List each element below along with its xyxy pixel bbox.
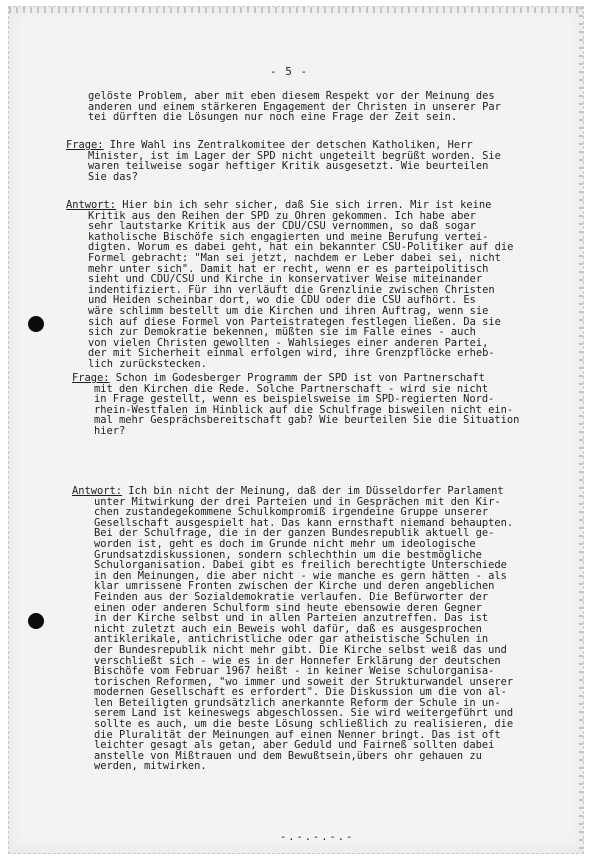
question-1 <box>66 140 501 182</box>
text-line: Sie das? <box>88 170 139 183</box>
text-line: mehr unter sich". Damit hat er recht, wenn er es parteipolitisch <box>88 262 489 275</box>
text-line: die Pluralität der Meinungen auf einen Nenner bringt. Das ist oft <box>94 728 501 741</box>
answer-label: Antwort: <box>66 199 117 211</box>
text-line: Ich bin nicht der Meinung, daß der im Düsseldorfer Parlament <box>122 485 504 497</box>
text-line: anstelle von Mißtrauen und dem Bewußtsein,übers ohr gehauen zu <box>94 749 482 762</box>
question-first-line <box>66 140 501 151</box>
text-line: klar umrissene Fronten zwischen der Kirche und deren angeblichen <box>94 580 495 593</box>
text-line: Minister, ist im Lager der SPD nicht ungeteilt begrüßt worden. Sie <box>88 149 501 162</box>
text-line: in den Meinungen, die aber nicht - wie manche es gern hätten - als <box>94 569 507 582</box>
text-line: torischen Reformen, "wo immer und soweit der Strukturwandel unserer <box>94 675 514 688</box>
text-line: mal mehr Gesprächsbereitschaft gab? Wie beurteilen Sie die Situation <box>94 414 520 427</box>
text-line: wäre schlimm bestellt um die Kirchen und ihren Auftrag, wenn sie <box>88 304 489 317</box>
text-line: Hier bin ich sehr sicher, daß Sie sich irren. Mir ist keine <box>116 199 492 211</box>
text-line: Ihre Wahl ins Zentralkomitee der detschen Katholiken, Herr <box>103 139 473 151</box>
text-line: sieht und CDU/CSU und Kirche in konservativer Weise miteinander <box>88 273 483 286</box>
text-line: chen zustandegekommene Schulkompromiß irgendeine Gruppe unserer <box>94 506 489 519</box>
text-line: digten. Worum es dabei geht, hat ein bekannter CSU-Politiker auf die <box>88 241 514 254</box>
text-line <box>72 772 513 783</box>
text-line: indentifiziert. Für ihn verläuft die Grenzlinie zwischen Christen <box>88 283 495 296</box>
text-line: Gesellschaft ausgespielt hat. Das kann ernsthaft niemand behaupten. <box>94 516 514 529</box>
text-line: sich auf diese Formel von Parteistrategen festlegen ließen. Da sie <box>88 315 501 328</box>
text-line: in Frage gestellt, wenn es beispielsweise im SPD-regierten Nord- <box>94 393 495 406</box>
text-line: antiklerikale, antichristliche oder gar atheistische Schulen in <box>94 633 489 646</box>
question-label: Frage: <box>72 372 110 384</box>
text-line <box>72 783 513 794</box>
text-line: unter Mitwirkung der drei Parteien und in Gesprächen mit den Kir- <box>94 495 501 508</box>
answer-label: Antwort: <box>72 485 123 497</box>
text-line: der mit Sicherheit einmal erfolgen wird, ihre Grenzpflöcke erheb- <box>88 347 495 360</box>
text-line: Schon im Godesberger Programm der SPD ist von Partnerschaft <box>109 372 485 384</box>
text-line: katholische Bischöfe sich engagierten und meine Berufung vertei- <box>88 230 489 243</box>
text-line: Grundsatzdiskussionen, sondern schlechthin um die bestmögliche <box>94 548 482 561</box>
text-line: von vielen Christen gewollten - Wahlsieges einer anderen Partei, <box>88 336 489 349</box>
text-line: worden ist, geht es doch im Grunde nicht mehr um ideologische <box>94 537 476 550</box>
text-line: waren teilweise sogar heftiger Kritik ausgesetzt. Wie beurteilen <box>88 160 489 173</box>
answer-2 <box>72 486 513 825</box>
intro-paragraph <box>88 91 501 123</box>
text-line: hier? <box>94 424 126 437</box>
text-line: len Beteiligten grundsätzlich anerkannte Reform der Schule in un- <box>94 696 501 709</box>
text-line <box>72 814 513 825</box>
text-line: nicht zuletzt auch ein Beweis wohl dafür, daß es ausgesprochen <box>94 622 482 635</box>
text-line: Schulorganisation. Dabei gibt es freilich berechtigte Unterschiede <box>94 559 507 572</box>
text-line: werden, mitwirken. <box>94 760 207 773</box>
text-line: einen oder anderen Schulform sind heute ebensowie deren Gegner <box>94 601 482 614</box>
text-line: lich zurückstecken. <box>88 357 207 370</box>
text-line: gelöste Problem, aber mit eben diesem Respekt vor der Meinung des <box>88 90 495 102</box>
text-line: sollte es auch, um die beste Lösung schließlich zu realisieren, die <box>94 718 514 731</box>
text-line: rhein-Westfalen im Hinblick auf die Schulfrage bisweilen nicht ein- <box>94 403 514 416</box>
text-line: Formel gebracht: "Man sei jetzt, nachdem er Leber dabei sei, nicht <box>88 251 501 264</box>
text-line: serem Land ist keineswegs abgeschlossen. Sie wird weitergeführt und <box>94 707 514 720</box>
text-line: mit den Kirchen die Rede. Solche Partnerschaft - wird sie nicht <box>94 382 489 395</box>
question-label: Frage: <box>66 139 104 151</box>
text-line: Bei der Schulfrage, die in der ganzen Bundesrepublik aktuell ge- <box>94 527 495 540</box>
text-line: sich zur Demokratie bekennen, müßten sie im Falle eines - auch <box>88 326 476 339</box>
answer-1 <box>66 200 513 370</box>
question-first-line <box>72 373 519 384</box>
text-line: verschließt sich - wie es in der Honnefer Erklärung der deutschen <box>94 654 501 667</box>
text-line: tei dürften die Lösungen nur noch eine Frage der Zeit sein. <box>88 111 458 124</box>
end-mark: -.-.-.-.- <box>280 831 355 843</box>
text-line: sehr lautstarke Kritik aus der CDU/CSU vernommen, so daß sogar <box>88 220 476 233</box>
text-line: der Bundesrepublik nicht mehr gibt. Die Kirche selbst weiß das und <box>94 643 507 656</box>
text-line: modernen Gesellschaft es erfordert". Die Diskussion um die von al- <box>94 686 507 699</box>
text-line: Bischöfe vom Februar 1967 heißt - in keiner Weise schulorganisa- <box>94 665 495 678</box>
text-line: Feinden aus der Sozialdemokratie verlaufen. Die Befürworter der <box>94 590 489 603</box>
text-line: Kritik aus den Reihen der SPD zu Ohren gekommen. Ich habe aber <box>88 209 476 222</box>
answer-first-line <box>66 200 513 211</box>
text-line: in der Kirche selbst und in allen Parteien anzutreffen. Das ist <box>94 612 489 625</box>
text-line: und Heiden scheinbar dort, wo die CDU oder die CSU aufhört. Es <box>88 294 476 307</box>
page-number: - 5 - <box>270 65 309 78</box>
text-line: anderen und einem stärkeren Engagement der Christen in unserer Par <box>88 100 501 113</box>
answer-first-line <box>72 486 513 497</box>
text-line <box>72 804 513 815</box>
question-2 <box>72 373 519 437</box>
text-line <box>72 793 513 804</box>
text-line: leichter gesagt als getan, aber Geduld und Fairneß sollten dabei <box>94 739 495 752</box>
